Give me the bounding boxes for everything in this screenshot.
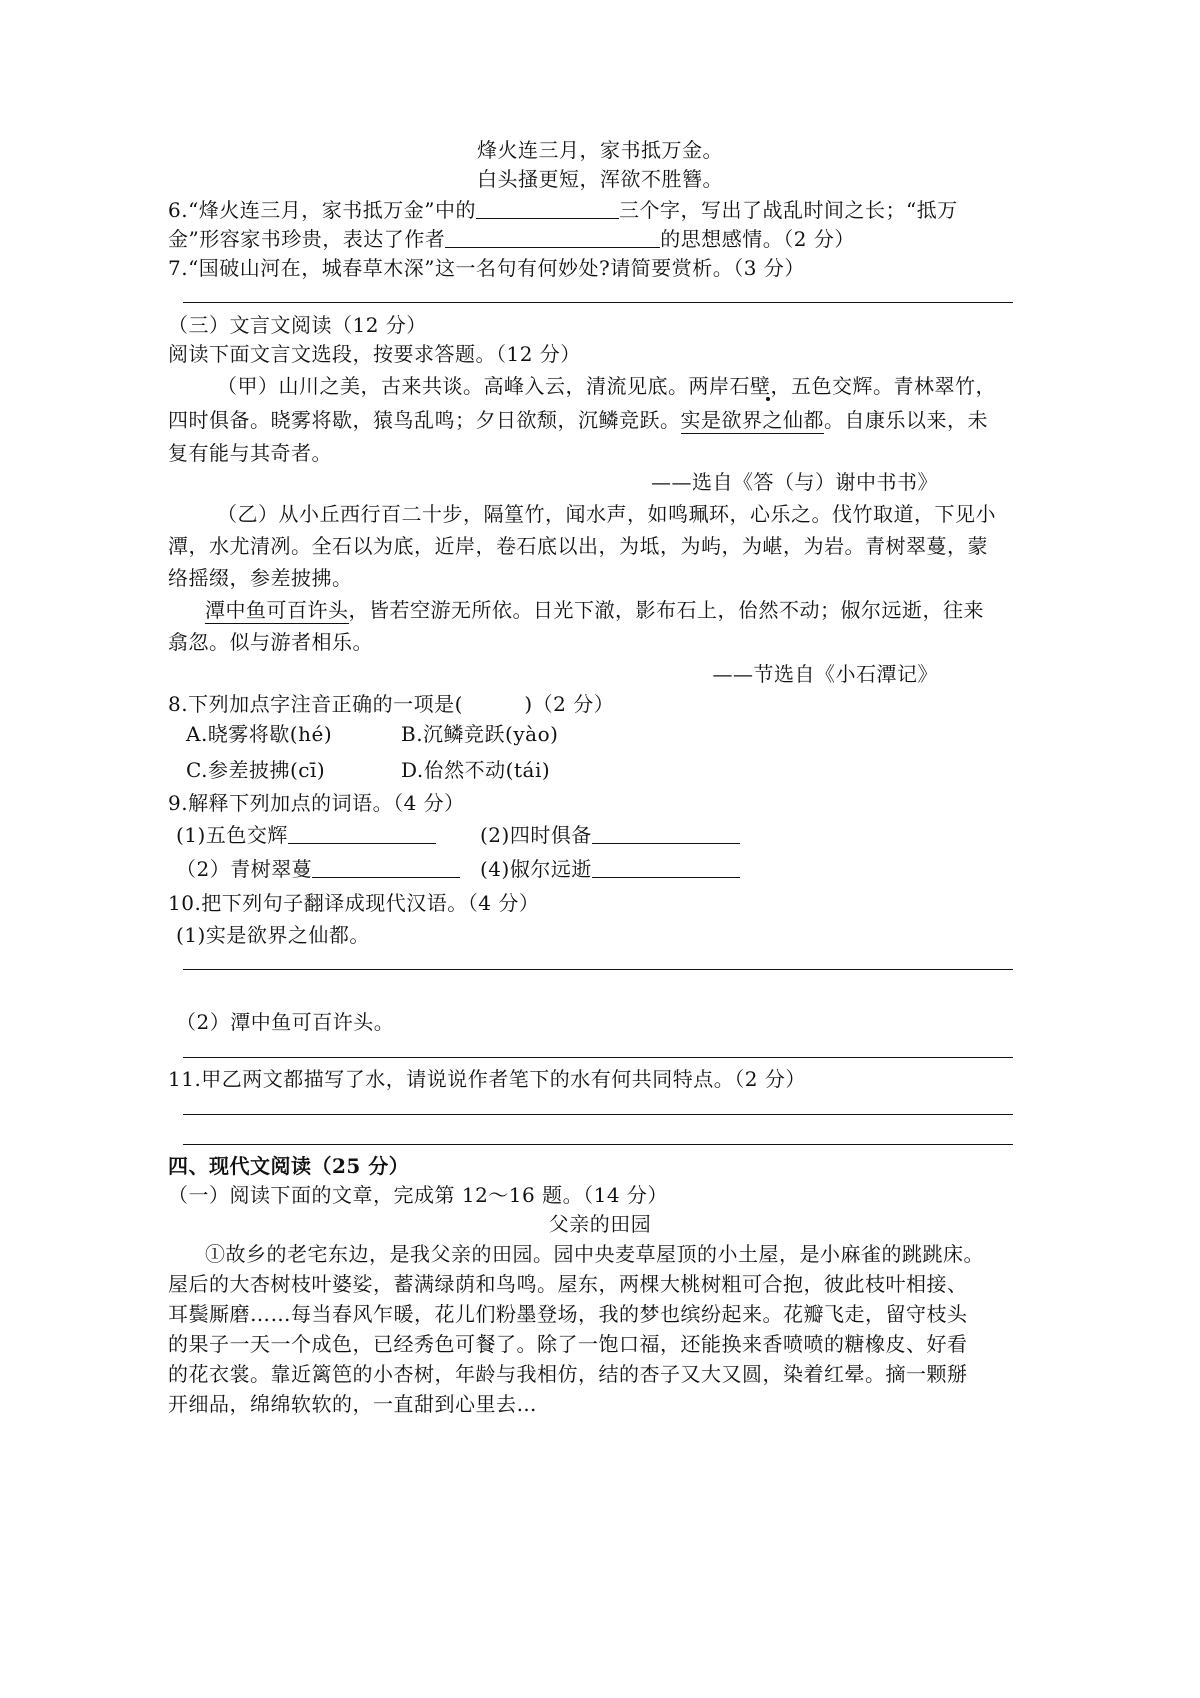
section-4-subheading: （一）阅读下面的文章，完成第 12～16 题。（14 分） [168,1183,668,1207]
poem-line-2: 白头搔更短，浑欲不胜簪。 [477,167,723,191]
q6-text-4: 的思想感情。（2 分） [660,227,855,251]
section-4-heading: 四、现代文阅读（25 分） [168,1154,410,1178]
section-3-heading: （三）文言文阅读（12 分） [168,313,427,337]
passage-yi-line-4 [205,597,984,623]
passage-yi-line-3: 络摇缀，参差披拂。 [168,566,353,590]
passage-jia-source: ——选自《答（与）谢中书书》 [651,470,938,494]
q6-answer-blank-1[interactable] [476,198,619,219]
question-7: 7.“国破山河在，城春草木深”这一名句有何妙处?请简要赏析。（3 分） [168,256,805,280]
passage-jia-text-3: 。自康乐以来，未 [824,408,988,432]
article-paragraph-line: 耳鬓厮磨……每当春风乍暖，花儿们粉墨登场，我的梦也缤纷起来。花瓣飞走，留守枝头 [168,1302,968,1326]
question-10: 10.把下列句子翻译成现代汉语。（4 分） [168,891,540,915]
passage-yi-line-2: 潭，水尤清冽。全石以为底，近岸，卷石底以出，为坻，为屿，为嵁，为岩。青树翠蔓，蒙 [168,534,988,558]
q8-option-d[interactable]: D.佁然不动(tái) [401,758,551,782]
q8-option-a[interactable]: A.晓雾将歇(hé) [186,722,333,746]
q6-answer-blank-2[interactable] [445,227,660,248]
question-6-line-1 [168,197,958,223]
article-paragraph-line: 的果子一天一个成色，已经秀色可餐了。除了一饱口福，还能换来香喷喷的糖橡皮、好看 [168,1332,968,1356]
article-paragraph-line: 屋后的大杏树枝叶婆娑，蓄满绿荫和鸟鸣。屋东，两棵大桃树粗可合抱，彼此枝叶相接、 [168,1272,968,1296]
q6-text-2: 三个字，写出了战乱时间之长；“抵万 [619,198,958,222]
q9-item-3 [176,856,460,882]
underlined-sentence-1: 实是欲界之仙都 [680,408,824,432]
question-6-line-2 [168,226,855,252]
question-11: 11.甲乙两文都描写了水，请说说作者笔下的水有何共同特点。（2 分） [168,1067,806,1091]
passage-jia-line-2 [168,407,988,433]
q6-text-3: 金”形容家书珍贵，表达了作者 [168,227,446,251]
q6-text-1: 6.“烽火连三月，家书抵万金”中的 [168,198,477,222]
passage-jia-text-2: 四时俱备。晓雾将歇，猿鸟乱鸣；夕日欲颓，沉鳞竞跃。 [168,408,681,432]
q9-item-1-blank[interactable] [288,823,436,844]
section-3-instruction: 阅读下面文言文选段，按要求答题。（12 分） [168,342,581,366]
q9-item-3-blank[interactable] [312,857,460,878]
q11-answer-line-2[interactable] [183,1144,1013,1145]
q7-answer-line[interactable] [183,302,1013,303]
passage-jia-line-1 [217,373,996,399]
q11-answer-line-1[interactable] [183,1114,1013,1115]
poem-line-1: 烽火连三月，家书抵万金。 [477,138,723,162]
article-paragraph-line: 的花衣裳。靠近篱笆的小杏树，年龄与我相仿，结的杏子又大又圆，染着红晕。摘一颗掰 [168,1362,968,1386]
q10-sentence-1: (1)实是欲界之仙都。 [176,923,370,947]
underlined-sentence-2: 潭中鱼可百许头 [205,598,349,622]
q10-answer-line-1[interactable] [183,969,1013,970]
question-8: 8.下列加点字注音正确的一项是( )（2 分） [168,692,615,716]
passage-jia-text-1: （甲）山川之美，古来共谈。高峰入云，清流见底。两岸石壁，五色交辉。青林翠竹， [217,374,996,398]
q10-answer-line-2[interactable] [183,1057,1013,1058]
passage-yi-line-5: 翕忽。似与游者相乐。 [168,630,373,654]
passage-yi-line-1: （乙）从小丘西行百二十步，隔篁竹，闻水声，如鸣珮环，心乐之。伐竹取道，下见小 [217,502,996,526]
passage-yi-source: ——节选自《小石潭记》 [712,662,938,686]
article-paragraph-line: 开细品，绵绵软软的，一直甜到心里去… [168,1392,537,1416]
article-title: 父亲的田园 [548,1212,652,1236]
q9-item-4-blank[interactable] [592,857,740,878]
q9-item-1 [176,822,436,848]
q8-option-c[interactable]: C.参差披拂(cī) [186,758,326,782]
q10-sentence-2: （2）潭中鱼可百许头。 [176,1010,395,1034]
q9-item-1-label: (1)五色交辉 [176,823,288,847]
q9-item-4 [480,856,740,882]
q9-item-2-label: (2)四时俱备 [480,823,592,847]
question-9: 9.解释下列加点的词语。（4 分） [168,791,465,815]
passage-jia-line-3: 复有能与其奇者。 [168,441,332,465]
q9-item-4-label: (4)俶尔远逝 [480,857,592,881]
article-paragraph-line: ①故乡的老宅东边，是我父亲的田园。园中央麦草屋顶的小土屋，是小麻雀的跳跳床。 [205,1242,984,1266]
q8-option-b[interactable]: B.沉鳞竞跃(yào) [401,722,559,746]
q9-item-3-label: （2）青树翠蔓 [176,857,313,881]
q9-item-2-blank[interactable] [592,823,740,844]
q9-item-2 [480,822,740,848]
passage-yi-text-4: ，皆若空游无所依。日光下澈，影布石上，佁然不动；俶尔远逝，往来 [348,598,984,622]
